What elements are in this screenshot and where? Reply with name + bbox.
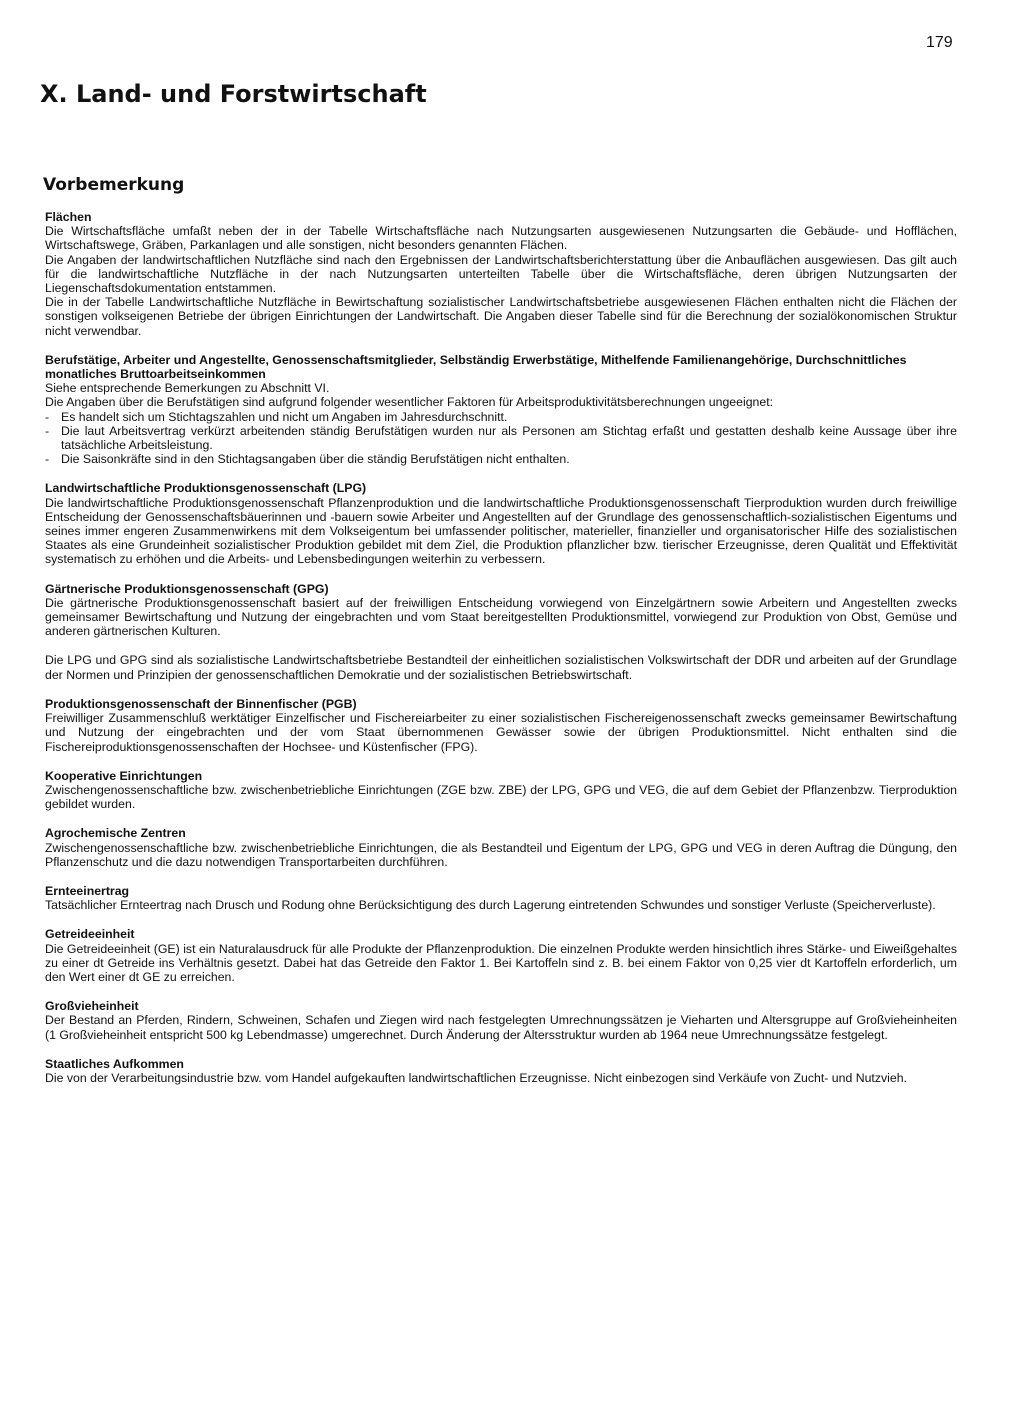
document-body — [45, 210, 957, 1094]
section-pgb — [45, 697, 957, 754]
dash-bullet-icon: - — [45, 409, 50, 424]
chapter-title: X. Land- und Forstwirtschaft — [40, 80, 427, 108]
bullet-list — [45, 410, 957, 467]
paragraph: Die Angaben der landwirtschaftlichen Nutzfläche sind nach den Ergebnissen der Landwirtschaftsberichterstattung über die Anbauflächen ausgewiesen. Das gilt auch für die landwirtschaftliche Nutzfläche in der nach Nutzungsarten unterteilten Tabelle über die Wirtschaftsfläche, deren übrigen Nutzungsarten der Liegenschaftsdokumentation entstammen. — [45, 252, 957, 296]
section-flaechen — [45, 210, 957, 338]
section-heading: Staatliches Aufkommen — [45, 1056, 184, 1071]
section-heading: Kooperative Einrichtungen — [45, 768, 203, 783]
paragraph: Der Bestand an Pferden, Rindern, Schweinen, Schafen und Ziegen wird nach festgelegten Umrechnungssätzen je Vieharten und Altersgruppe auf Großvieheinheiten (1 Großvieheinheit entspricht 500 kg Lebendmasse) umgerechnet. Durch Änderung der Altersstruktur wurden ab 1964 neue Umrechnungssätze festgelegt. — [45, 1013, 957, 1042]
section-kooperative-einrichtungen — [45, 769, 957, 812]
section-lpg-gpg-summary — [45, 653, 957, 681]
list-item-text: Die laut Arbeitsvertrag verkürzt arbeitenden ständig Berufstätigen wurden nur als Personen am Stichtag erfaßt und gestatten deshalb keine Aussage über ihre tatsächliche Arbeitsleistung. — [61, 423, 957, 453]
section-lpg — [45, 481, 957, 566]
paragraph: Die LPG und GPG sind als sozialistische Landwirtschaftsbetriebe Bestandteil der einheitlichen sozialistischen Volkswirtschaft der DDR und arbeiten auf der Grundlage der Normen und Prinzipien der genossenschaftlichen Demokratie und der sozialistischen Betriebswirtschaft. — [45, 653, 957, 682]
section-heading: Produktionsgenossenschaft der Binnenfischer (PGB) — [45, 696, 357, 711]
list-item-text: Es handelt sich um Stichtagszahlen und nicht um Angaben im Jahresdurchschnitt. — [61, 409, 508, 424]
list-item — [45, 410, 957, 424]
paragraph: Die landwirtschaftliche Produktionsgenossenschaft Pflanzenproduktion und die landwirtschaftliche Produktionsgenossenschaft Tierproduktion wurden durch freiwillige Entscheidung der Genossenschaftsbäuerinnen und -bauern sowie Arbeiter und Angestellten auf der Grundlage des genossenschaftlich-sozialistischen Eigentums und seines immer engeren Zusammenwirkens mit dem Volkseigentum bei umfassender politischer, materieller, finanzieller und organisatorischer Hilfe des sozialistischen Staates als eine Grundeinheit sozialistischer Produktion gebildet mit dem Ziel, die Produktion pflanzlicher bzw. tierischer Erzeugnisse, deren Qualität und Effektivität systematisch zu erhöhen und die Arbeits- und Lebensbedingungen weiterhin zu verbessern. — [45, 495, 957, 567]
paragraph: Tatsächlicher Ernteertrag nach Drusch und Rodung ohne Berücksichtigung des durch Lagerung eintretenden Schwundes und sonstiger Verluste (Speicherverluste). — [45, 898, 936, 913]
section-heading: Berufstätige, Arbeiter und Angestellte, Genossenschaftsmitglieder, Selbständig Erwerbstätige, Mithelfende Familienangehörige, Durchschnittliches monatliches Bruttoarbeitseinkommen — [45, 352, 907, 382]
section-heading: Agrochemische Zentren — [45, 826, 186, 841]
paragraph: Die Getreideeinheit (GE) ist ein Naturalausdruck für alle Produkte der Pflanzenproduktion. Die einzelnen Produkte werden hinsichtlich ihres Stärke- und Eiweißgehaltes zu einer dt Getreide ins Verhältnis gesetzt. Dabei hat das Getreide den Faktor 1. Bei Kartoffeln sind z. B. bei einem Faktor von 0,25 vier dt Kartoffeln erforderlich, um den Wert einer dt GE zu erreichen. — [45, 941, 957, 984]
paragraph: Freiwilliger Zusammenschluß werktätiger Einzelfischer und Fischereiarbeiter zu einer sozialistischen Fischereigenossenschaft zwecks gemeinsamer Bewirtschaftung und Nutzung der eingebrachten und der vom Staat übernommenen Gewässer sowie der übrigen Produktionsmittel. Nicht enthalten sind die Fischereiproduktionsgenossenschaften der Hochsee- und Küstenfischer (FPG). — [45, 711, 957, 754]
list-item-text: Die Saisonkräfte sind in den Stichtagsangaben über die ständig Berufstätigen nicht enthalten. — [61, 452, 570, 467]
page-number: 179 — [926, 34, 953, 51]
section-heading: Gärtnerische Produktionsgenossenschaft (GPG) — [45, 581, 329, 596]
paragraph: Die in der Tabelle Landwirtschaftliche Nutzfläche in Bewirtschaftung sozialistischer Landwirtschaftsbetriebe ausgewiesenen Flächen enthalten nicht die Flächen der sonstigen volkseigenen Betriebe der übrigen Einrichtungen der Landwirtschaft. Die Angaben dieser Tabelle sind für die Berechnung der sozialökonomischen Struktur nicht verwendbar. — [45, 295, 957, 338]
section-heading: Ernteeinertrag — [45, 883, 130, 898]
list-item — [45, 424, 957, 452]
paragraph: Die gärtnerische Produktionsgenossenschaft basiert auf der freiwilligen Entscheidung vorwiegend von Einzelgärtnern sowie Arbeitern und Angestellten zwecks gemeinsamer Bewirtschaftung und Nutzung der eingebrachten und vom Staat bereitgestellten Produktionsmittel, vorwiegend zur Produktion von Obst, Gemüse und anderen gärtnerischen Kulturen. — [45, 595, 957, 639]
paragraph: Die von der Verarbeitungsindustrie bzw. vom Handel aufgekauften landwirtschaftlichen Erzeugnisse. Nicht einbezogen sind Verkäufe von Zucht- und Nutzvieh. — [45, 1070, 907, 1085]
paragraph: Zwischengenossenschaftliche bzw. zwischenbetriebliche Einrichtungen (ZGE bzw. ZBE) der LPG, GPG und VEG, die auf dem Gebiet der Pflanzenbzw. Tierproduktion gebildet wurden. — [45, 782, 957, 812]
section-grossvieheinheit — [45, 999, 957, 1042]
section-gpg — [45, 582, 957, 639]
section-staatliches-aufkommen — [45, 1057, 957, 1085]
section-agrochemische-zentren — [45, 826, 957, 869]
paragraph: Die Wirtschaftsfläche umfaßt neben der in der Tabelle Wirtschaftsfläche nach Nutzungsarten ausgewiesenen Nutzungsarten die Gebäude- und Hofflächen, Wirtschaftswege, Gräben, Parkanlagen und alle sonstigen, nicht besonders genannten Flächen. — [45, 224, 957, 253]
section-ernteeinertrag — [45, 884, 957, 912]
list-item — [45, 452, 957, 466]
section-heading: Großvieheinheit — [45, 999, 139, 1014]
dash-bullet-icon: - — [45, 452, 50, 467]
section-heading: Flächen — [45, 210, 92, 224]
dash-bullet-icon: - — [45, 423, 50, 438]
paragraph: Siehe entsprechende Bemerkungen zu Abschnitt VI. — [45, 381, 330, 396]
section-getreideeinheit — [45, 927, 957, 984]
section-heading: Landwirtschaftliche Produktionsgenossenschaft (LPG) — [45, 481, 367, 496]
section-title: Vorbemerkung — [43, 175, 185, 195]
section-berufstaetige — [45, 353, 957, 467]
section-heading: Getreideeinheit — [45, 927, 135, 942]
paragraph: Die Angaben über die Berufstätigen sind aufgrund folgender wesentlicher Faktoren für Arbeitsproduktivitätsberechnungen ungeeignet: — [45, 395, 774, 410]
paragraph: Zwischengenossenschaftliche bzw. zwischenbetriebliche Einrichtungen, die als Bestandteil und Eigentum der LPG, GPG und VEG in deren Auftrag die Düngung, den Pflanzenschutz und die dazu notwendigen Transportarbeiten durchführen. — [45, 840, 957, 869]
